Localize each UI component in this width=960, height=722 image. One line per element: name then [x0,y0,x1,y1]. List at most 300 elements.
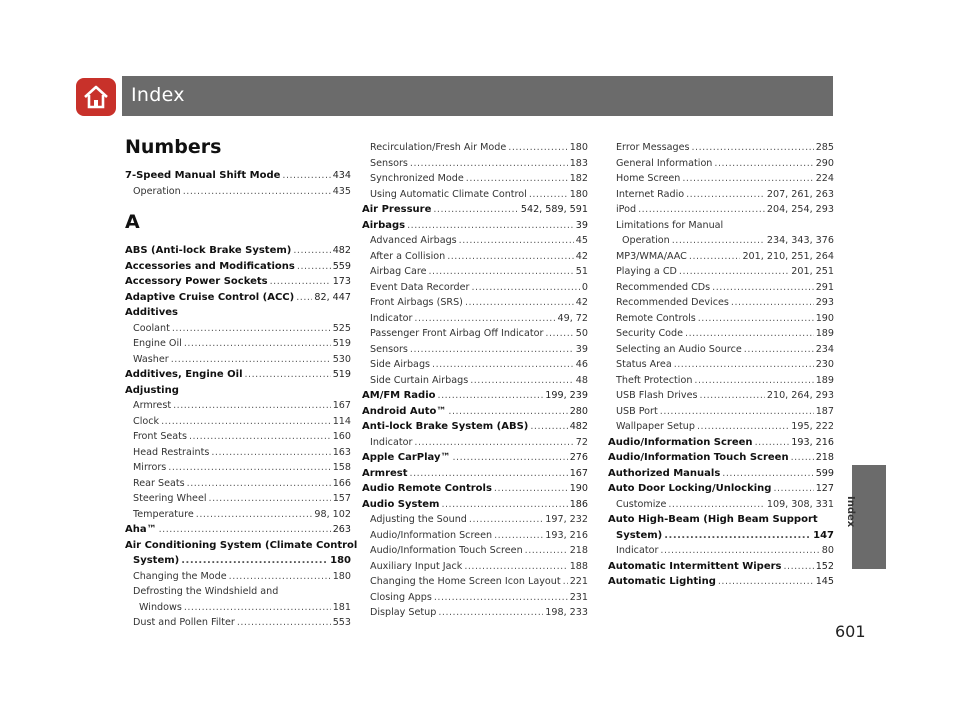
entry-page-numbers[interactable]: 127 [815,483,834,494]
entry-page-numbers[interactable]: 182 [569,173,588,184]
index-entry[interactable] [608,171,834,187]
index-entry[interactable] [608,528,834,544]
index-entry[interactable] [608,543,834,559]
entry-label: Defrosting the Windshield and [133,586,279,597]
index-entry[interactable] [125,460,351,476]
entry-label: USB Port [616,405,658,417]
entry-label: Airbags [362,219,406,231]
index-entry[interactable] [125,414,351,430]
index-entry[interactable] [362,404,588,420]
index-entry[interactable] [608,249,834,265]
index-entry[interactable] [362,342,588,358]
index-entry[interactable] [608,280,834,296]
entry-label: Playing a CD [616,266,677,277]
entry-page-numbers[interactable]: 186 [569,498,588,510]
entry-page-numbers[interactable]: 46 [575,359,588,370]
entry-label: iPod [616,204,637,215]
index-entry[interactable] [125,259,351,275]
index-entry[interactable] [362,171,588,187]
index-entry[interactable] [362,419,588,435]
dot-leader [410,342,574,358]
page-title: Index [131,84,185,106]
dot-leader [441,497,567,513]
side-tab-text: Index [845,496,856,528]
entry-label: Audio/Information Touch Screen [608,452,789,463]
side-tab-label [836,496,870,536]
dot-leader [429,264,574,280]
entry-label: Limitations for Manual [616,219,724,231]
dot-leader [296,290,312,306]
entry-label: Clock [133,415,160,427]
dot-leader [410,466,568,482]
entry-page-numbers[interactable]: 72 [575,436,588,448]
entry-page-numbers[interactable]: 195, 222 [791,421,834,432]
dot-leader [718,574,814,590]
dot-leader [229,569,331,585]
entry-page-numbers[interactable]: 166 [332,477,351,489]
index-entry[interactable] [362,233,588,249]
dot-leader [744,342,814,358]
entry-page-numbers[interactable]: 0 [581,281,588,293]
index-entry[interactable] [608,373,834,389]
entry-page-numbers[interactable]: 210, 264, 293 [766,390,834,401]
index-entry[interactable] [608,574,834,590]
entry-page-numbers[interactable]: 152 [815,560,834,572]
index-entry[interactable] [362,264,588,280]
dot-leader [414,435,573,451]
index-entry[interactable] [362,543,588,559]
index-entry[interactable] [362,388,588,404]
entry-page-numbers[interactable]: 221 [569,576,588,587]
entry-label: Additives, Engine Oil [125,369,243,380]
dot-leader [297,259,331,275]
entry-label: Status Area [616,359,672,370]
entry-label: General Information [616,157,713,169]
entry-label: Sensors [370,157,408,169]
index-entry[interactable] [362,450,588,466]
entry-page-numbers[interactable]: 230 [815,359,834,370]
index-entry[interactable] [362,218,588,234]
entry-page-numbers[interactable]: 183 [569,157,588,169]
entry-page-numbers[interactable]: 435 [332,185,351,197]
dot-leader [237,615,331,631]
entry-page-numbers[interactable]: 201, 210, 251, 264 [742,250,834,262]
entry-page-numbers[interactable]: 181 [332,601,351,613]
index-entry[interactable] [608,388,834,404]
entry-label: USB Flash Drives [616,390,698,401]
entry-page-numbers[interactable]: 482 [332,245,351,256]
index-entry[interactable] [608,187,834,203]
entry-label: Home Screen [616,173,681,184]
entry-page-numbers[interactable]: 42 [575,250,588,262]
entry-label: Customize [616,498,667,510]
index-entry[interactable] [362,605,588,621]
entry-label: Audio Remote Controls [362,483,492,494]
entry-page-numbers[interactable]: 231 [569,591,588,603]
entry-page-numbers[interactable]: 204, 254, 293 [766,204,834,215]
entry-label: Theft Protection [616,374,693,386]
entry-label: Audio/Information Touch Screen [370,545,523,556]
index-entry[interactable] [362,295,588,311]
index-entry[interactable] [362,373,588,389]
index-entry[interactable] [362,249,588,265]
dot-leader [410,156,568,172]
index-entry[interactable] [125,398,351,414]
entry-page-numbers[interactable]: 482 [569,421,588,432]
entry-page-numbers[interactable]: 45 [575,235,588,246]
entry-label: Airbag Care [370,266,427,277]
entry-label: Automatic Lighting [608,576,716,587]
dot-leader [685,326,814,342]
entry-label: Recommended CDs [616,281,711,293]
entry-page-numbers[interactable]: 291 [815,281,834,293]
entry-label: Event Data Recorder [370,281,470,293]
dot-leader [660,543,819,559]
index-entry[interactable] [608,481,834,497]
dot-leader [181,553,328,569]
dot-leader [433,202,518,218]
entry-label: Accessories and Modifications [125,260,295,272]
dot-leader [184,336,331,352]
dot-leader [168,460,330,476]
entry-label: Indicator [370,436,413,448]
entry-page-numbers[interactable]: 542, 589, 591 [520,204,588,215]
entry-page-numbers[interactable]: 180 [569,188,588,200]
dot-leader [668,497,765,513]
entry-page-numbers[interactable]: 207, 261, 263 [766,188,834,200]
entry-label: Windows [139,601,182,613]
dot-leader [209,491,331,507]
entry-label: Air Conditioning System (Climate Control [125,539,358,551]
index-entry[interactable] [125,321,351,337]
index-entry[interactable] [125,491,351,507]
entry-page-numbers[interactable]: 197, 232 [545,514,588,525]
dot-leader [189,429,331,445]
entry-label: Steering Wheel [133,493,207,504]
dot-leader [171,352,331,368]
index-entry[interactable] [125,569,351,585]
index-entry[interactable] [125,184,351,200]
index-entry [125,305,351,321]
index-entry[interactable] [362,512,588,528]
entry-page-numbers[interactable]: 180 [569,142,588,153]
dot-leader [270,274,331,290]
dot-leader [466,171,568,187]
dot-leader [660,404,814,420]
entry-label: Accessory Power Sockets [125,276,268,287]
entry-page-numbers[interactable]: 147 [813,529,834,541]
dot-leader [694,373,813,389]
index-entry[interactable] [125,600,351,616]
entry-page-numbers[interactable]: 525 [332,322,351,334]
dot-leader [452,450,567,466]
entry-page-numbers[interactable]: 285 [815,142,834,153]
entry-page-numbers[interactable]: 599 [815,467,834,479]
dot-leader [689,249,741,265]
entry-label: Changing the Mode [133,570,227,582]
index-entry[interactable] [608,419,834,435]
index-entry[interactable] [362,140,588,156]
entry-label: Audio System [362,498,440,510]
entry-label: Coolant [133,322,170,334]
entry-label: AM/FM Radio [362,390,436,401]
entry-page-numbers[interactable]: 39 [575,219,588,231]
entry-page-numbers[interactable]: 49, 72 [557,312,588,324]
index-entry[interactable] [608,326,834,342]
index-entry[interactable] [125,429,351,445]
entry-label: Auto Door Locking/Unlocking [608,483,772,494]
dot-leader [459,233,574,249]
entry-page-numbers[interactable]: 293 [815,297,834,308]
dot-leader [211,445,330,461]
entry-page-numbers[interactable]: 51 [575,266,588,277]
entry-label: Wallpaper Setup [616,421,695,432]
dot-leader [508,140,567,156]
entry-label: Advanced Airbags [370,235,457,246]
entry-page-numbers[interactable]: 199, 239 [545,390,588,401]
index-entry[interactable] [125,553,351,569]
index-entry[interactable] [125,352,351,368]
index-entry[interactable] [362,202,588,218]
entry-label: Using Automatic Climate Control [370,188,527,200]
entry-page-numbers[interactable]: 280 [569,405,588,417]
entry-page-numbers[interactable]: 50 [575,328,588,339]
index-entry[interactable] [608,233,834,249]
dot-leader [755,435,790,451]
entry-label: 7-Speed Manual Shift Mode [125,170,281,181]
entry-page-numbers[interactable]: 193, 216 [791,436,834,448]
dot-leader [245,367,331,383]
entry-label: Front Airbags (SRS) [370,297,463,308]
index-entry[interactable] [362,559,588,575]
entry-label: Recommended Devices [616,297,729,308]
entry-page-numbers[interactable]: 180 [330,555,351,566]
index-entry[interactable] [608,357,834,373]
entry-label: ABS (Anti-lock Brake System) [125,245,292,256]
entry-label: Aha™ [125,524,157,535]
entry-page-numbers[interactable]: 201, 251 [791,266,834,277]
index-entry[interactable] [362,357,588,373]
entry-page-numbers[interactable]: 167 [332,400,351,411]
entry-label: Authorized Manuals [608,467,721,479]
index-entry[interactable] [608,466,834,482]
entry-page-numbers[interactable]: 180 [332,570,351,582]
index-entry[interactable] [608,497,834,513]
entry-page-numbers[interactable]: 519 [332,338,351,349]
index-entry[interactable] [608,435,834,451]
entry-label: Temperature [133,508,194,520]
dot-leader [407,218,574,234]
entry-label: Remote Controls [616,312,696,324]
entry-label: Error Messages [616,142,690,153]
entry-label: Head Restraints [133,446,210,458]
entry-page-numbers[interactable]: 276 [569,452,588,463]
entry-page-numbers[interactable]: 189 [815,374,834,386]
index-entry[interactable] [608,450,834,466]
entry-page-numbers[interactable]: 190 [569,483,588,494]
dot-leader [438,388,544,404]
dot-leader [172,321,331,337]
entry-label: Operation [133,185,181,197]
entry-page-numbers[interactable]: 218 [569,545,588,556]
entry-label: Auxiliary Input Jack [370,560,463,572]
entry-page-numbers[interactable]: 234 [815,343,834,355]
section-heading: Numbers [125,136,222,158]
index-entry[interactable] [125,290,351,306]
entry-page-numbers[interactable]: 198, 233 [545,607,588,618]
index-entry[interactable] [125,507,351,523]
index-entry[interactable] [125,274,351,290]
index-entry[interactable] [362,280,588,296]
index-entry[interactable] [362,326,588,342]
index-entry[interactable] [362,187,588,203]
entry-page-numbers[interactable]: 193, 216 [545,529,588,541]
index-entry[interactable] [125,522,351,538]
index-entry[interactable] [125,168,351,184]
entry-page-numbers[interactable]: 190 [815,312,834,324]
entry-label: Armrest [133,400,172,411]
entry-page-numbers[interactable]: 234, 343, 376 [766,235,834,246]
index-entry[interactable] [125,445,351,461]
entry-page-numbers[interactable]: 158 [332,462,351,473]
entry-label: System) [133,555,180,566]
dot-leader [464,559,567,575]
entry-page-numbers[interactable]: 82, 447 [314,291,351,303]
dot-leader [638,202,765,218]
dot-leader [682,171,813,187]
entry-page-numbers[interactable]: 109, 308, 331 [766,498,834,510]
dot-leader [196,507,313,523]
dot-leader [686,187,765,203]
entry-page-numbers[interactable]: 290 [815,157,834,169]
entry-page-numbers[interactable]: 114 [332,415,351,427]
entry-page-numbers[interactable]: 48 [575,374,588,386]
index-entry[interactable] [125,243,351,259]
index-column-1 [125,130,358,631]
dot-leader [679,264,789,280]
entry-page-numbers[interactable]: 42 [575,297,588,308]
index-entry[interactable] [608,342,834,358]
entry-label: After a Collision [370,250,446,262]
dot-leader [282,168,330,184]
entry-page-numbers[interactable]: 519 [332,369,351,380]
index-entry [125,383,351,399]
entry-page-numbers[interactable]: 187 [815,405,834,417]
index-entry [125,538,358,554]
index-entry[interactable] [608,295,834,311]
entry-label: Selecting an Audio Source [616,343,742,355]
entry-page-numbers[interactable]: 98, 102 [314,508,351,520]
entry-label: Audio/Information Screen [608,436,753,448]
dot-leader [783,559,813,575]
index-entry[interactable] [125,336,351,352]
entry-label: Rear Seats [133,477,185,489]
index-entry[interactable] [362,497,588,513]
index-entry[interactable] [362,435,588,451]
entry-label: System) [616,529,663,541]
entry-page-numbers[interactable]: 434 [332,170,351,181]
entry-label: Android Auto™ [362,405,447,417]
entry-page-numbers[interactable]: 530 [332,353,351,365]
entry-page-numbers[interactable]: 39 [575,343,588,355]
index-entry[interactable] [608,264,834,280]
dot-leader [183,184,331,200]
entry-label: Side Airbags [370,359,431,370]
index-entry[interactable] [362,590,588,606]
entry-page-numbers[interactable]: 167 [569,467,588,479]
home-button[interactable] [76,78,116,116]
index-entry[interactable] [362,481,588,497]
entry-label: Side Curtain Airbags [370,374,469,386]
index-entry[interactable] [608,156,834,172]
dot-leader [664,528,811,544]
entry-page-numbers[interactable]: 559 [332,260,351,272]
entry-page-numbers[interactable]: 553 [332,617,351,628]
entry-page-numbers[interactable]: 160 [332,431,351,442]
index-entry[interactable] [125,615,351,631]
index-entry[interactable] [362,574,588,590]
entry-label: Sensors [370,343,408,355]
index-entry[interactable] [362,528,588,544]
entry-page-numbers[interactable]: 145 [815,576,834,587]
section-heading: A [125,211,140,233]
index-entry [608,512,834,528]
dot-leader [791,450,814,466]
home-icon [82,83,110,111]
entry-label: Audio/Information Screen [370,529,493,541]
entry-page-numbers[interactable]: 189 [815,328,834,339]
dot-leader [173,398,331,414]
entry-label: Air Pressure [362,204,432,215]
index-entry[interactable] [362,156,588,172]
entry-label: Adaptive Cruise Control (ACC) [125,291,295,303]
entry-page-numbers[interactable]: 80 [821,545,834,556]
entry-label: Adjusting [125,384,179,396]
entry-page-numbers[interactable]: 173 [332,276,351,287]
entry-label: Mirrors [133,462,167,473]
dot-leader [161,414,331,430]
index-entry[interactable] [125,476,351,492]
index-entry[interactable] [125,367,351,383]
dot-leader [159,522,331,538]
index-entry[interactable] [362,311,588,327]
index-entry[interactable] [608,559,834,575]
entry-page-numbers[interactable]: 188 [569,560,588,572]
dot-leader [714,156,813,172]
dot-leader [432,357,574,373]
index-entry[interactable] [608,140,834,156]
entry-page-numbers[interactable]: 218 [815,452,834,463]
index-entry[interactable] [608,202,834,218]
entry-page-numbers[interactable]: 163 [332,446,351,458]
entry-page-numbers[interactable]: 157 [332,493,351,504]
index-entry[interactable] [608,404,834,420]
dot-leader [672,233,765,249]
entry-page-numbers[interactable]: 224 [815,173,834,184]
entry-label: Anti-lock Brake System (ABS) [362,421,529,432]
entry-label: Armrest [362,467,408,479]
entry-page-numbers[interactable]: 263 [332,524,351,535]
page-number: 601 [835,622,866,641]
dot-leader [674,357,814,373]
entry-label: MP3/WMA/AAC [616,250,687,262]
entry-label: Closing Apps [370,591,432,603]
index-entry[interactable] [608,311,834,327]
entry-label: Additives [125,307,178,318]
entry-label: Changing the Home Screen Icon Layout [370,576,561,587]
index-entry[interactable] [362,466,588,482]
dot-leader [525,543,568,559]
